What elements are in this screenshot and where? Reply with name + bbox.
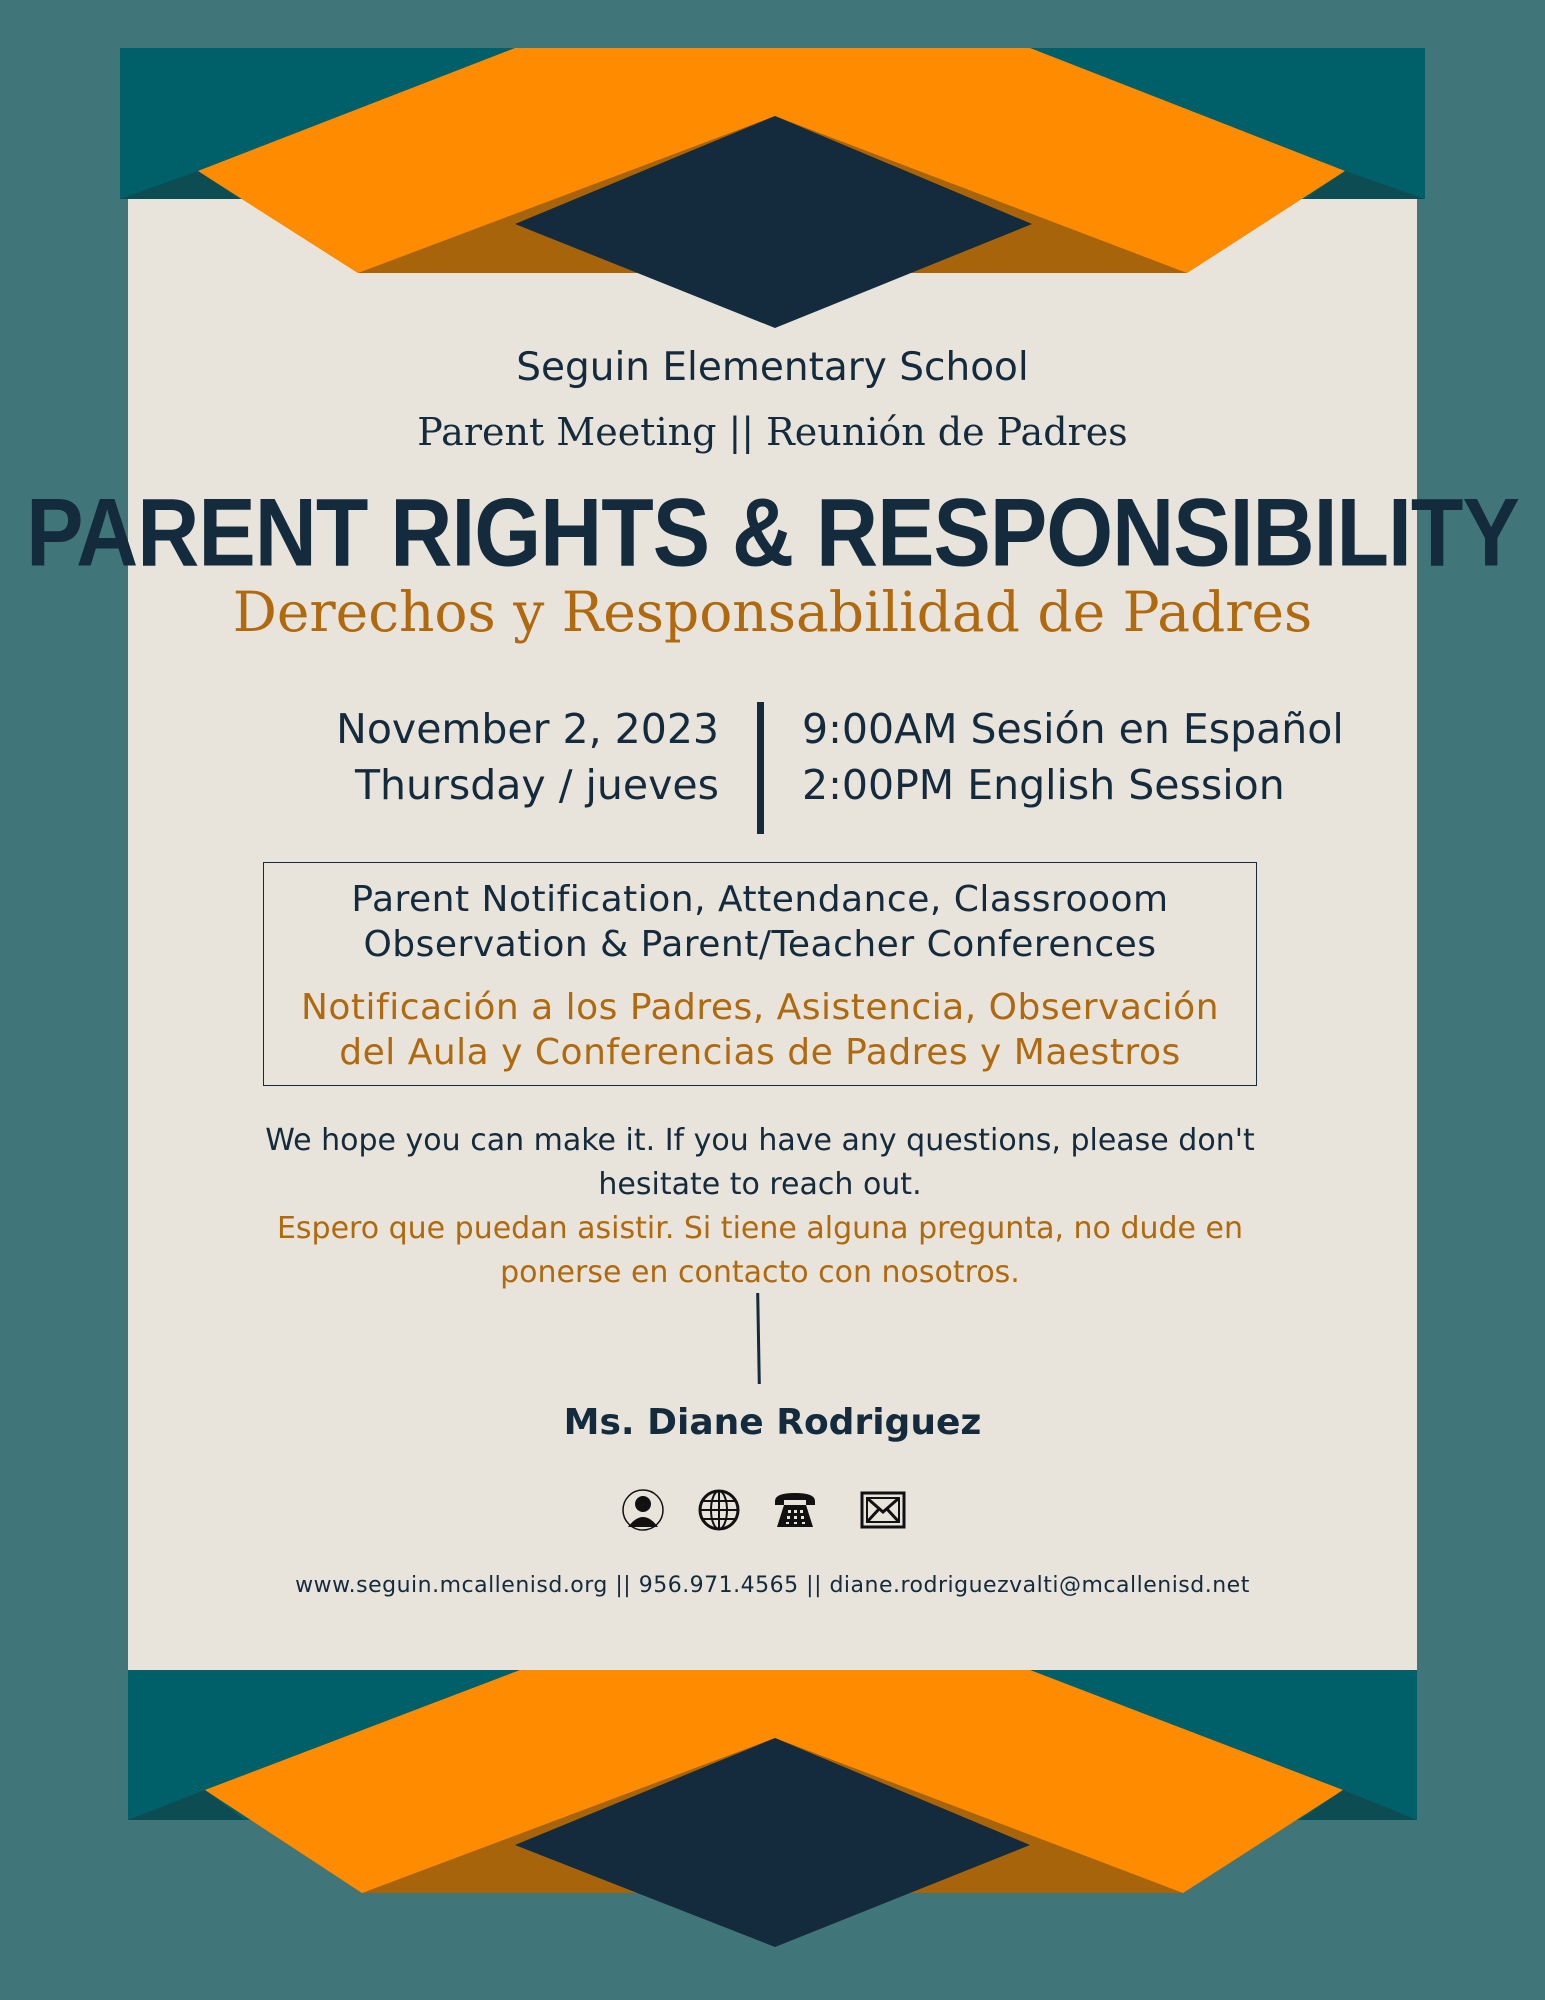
session-spanish: 9:00AM Sesión en Español — [802, 705, 1344, 753]
event-day: Thursday / jueves — [355, 761, 719, 809]
message-spanish-line2: ponerse en contacto con nosotros. — [500, 1255, 1020, 1290]
topics-spanish-line1: Notificación a los Padres, Asistencia, Observación — [300, 987, 1220, 1028]
school-name: Seguin Elementary School — [516, 345, 1029, 390]
topics-english-line2: Observation & Parent/Teacher Conferences — [363, 924, 1157, 965]
contact-name: Ms. Diane Rodriguez — [563, 1402, 982, 1443]
top-geometric-banner — [0, 0, 1545, 340]
message-spanish-line1: Espero que puedan asistir. Si tiene alguna pregunta, no dude en — [276, 1211, 1244, 1246]
telephone-icon — [772, 1487, 818, 1533]
message-english-line2: hesitate to reach out. — [598, 1167, 922, 1202]
meeting-label: Parent Meeting || Reunión de Padres — [417, 410, 1128, 454]
event-date: November 2, 2023 — [336, 705, 719, 753]
envelope-icon — [860, 1487, 906, 1533]
vertical-divider — [757, 702, 764, 834]
topics-spanish-line2: del Aula y Conferencias de Padres y Maestros — [339, 1032, 1181, 1073]
page-subtitle: Derechos y Responsabilidad de Padres — [232, 580, 1313, 644]
session-english: 2:00PM English Session — [802, 761, 1285, 809]
person-icon — [620, 1487, 666, 1533]
page-title: PARENT RIGHTS & RESPONSIBILITY — [26, 479, 1519, 587]
contact-info-line: www.seguin.mcallenisd.org || 956.971.4565 || diane.rodriguezvalti@mcallenisd.net — [295, 1573, 1250, 1598]
globe-icon — [696, 1487, 742, 1533]
bottom-geometric-banner — [0, 1660, 1545, 2000]
topics-english-line1: Parent Notification, Attendance, Classrooom — [351, 879, 1169, 920]
message-english-line1: We hope you can make it. If you have any questions, please don't — [265, 1123, 1255, 1158]
